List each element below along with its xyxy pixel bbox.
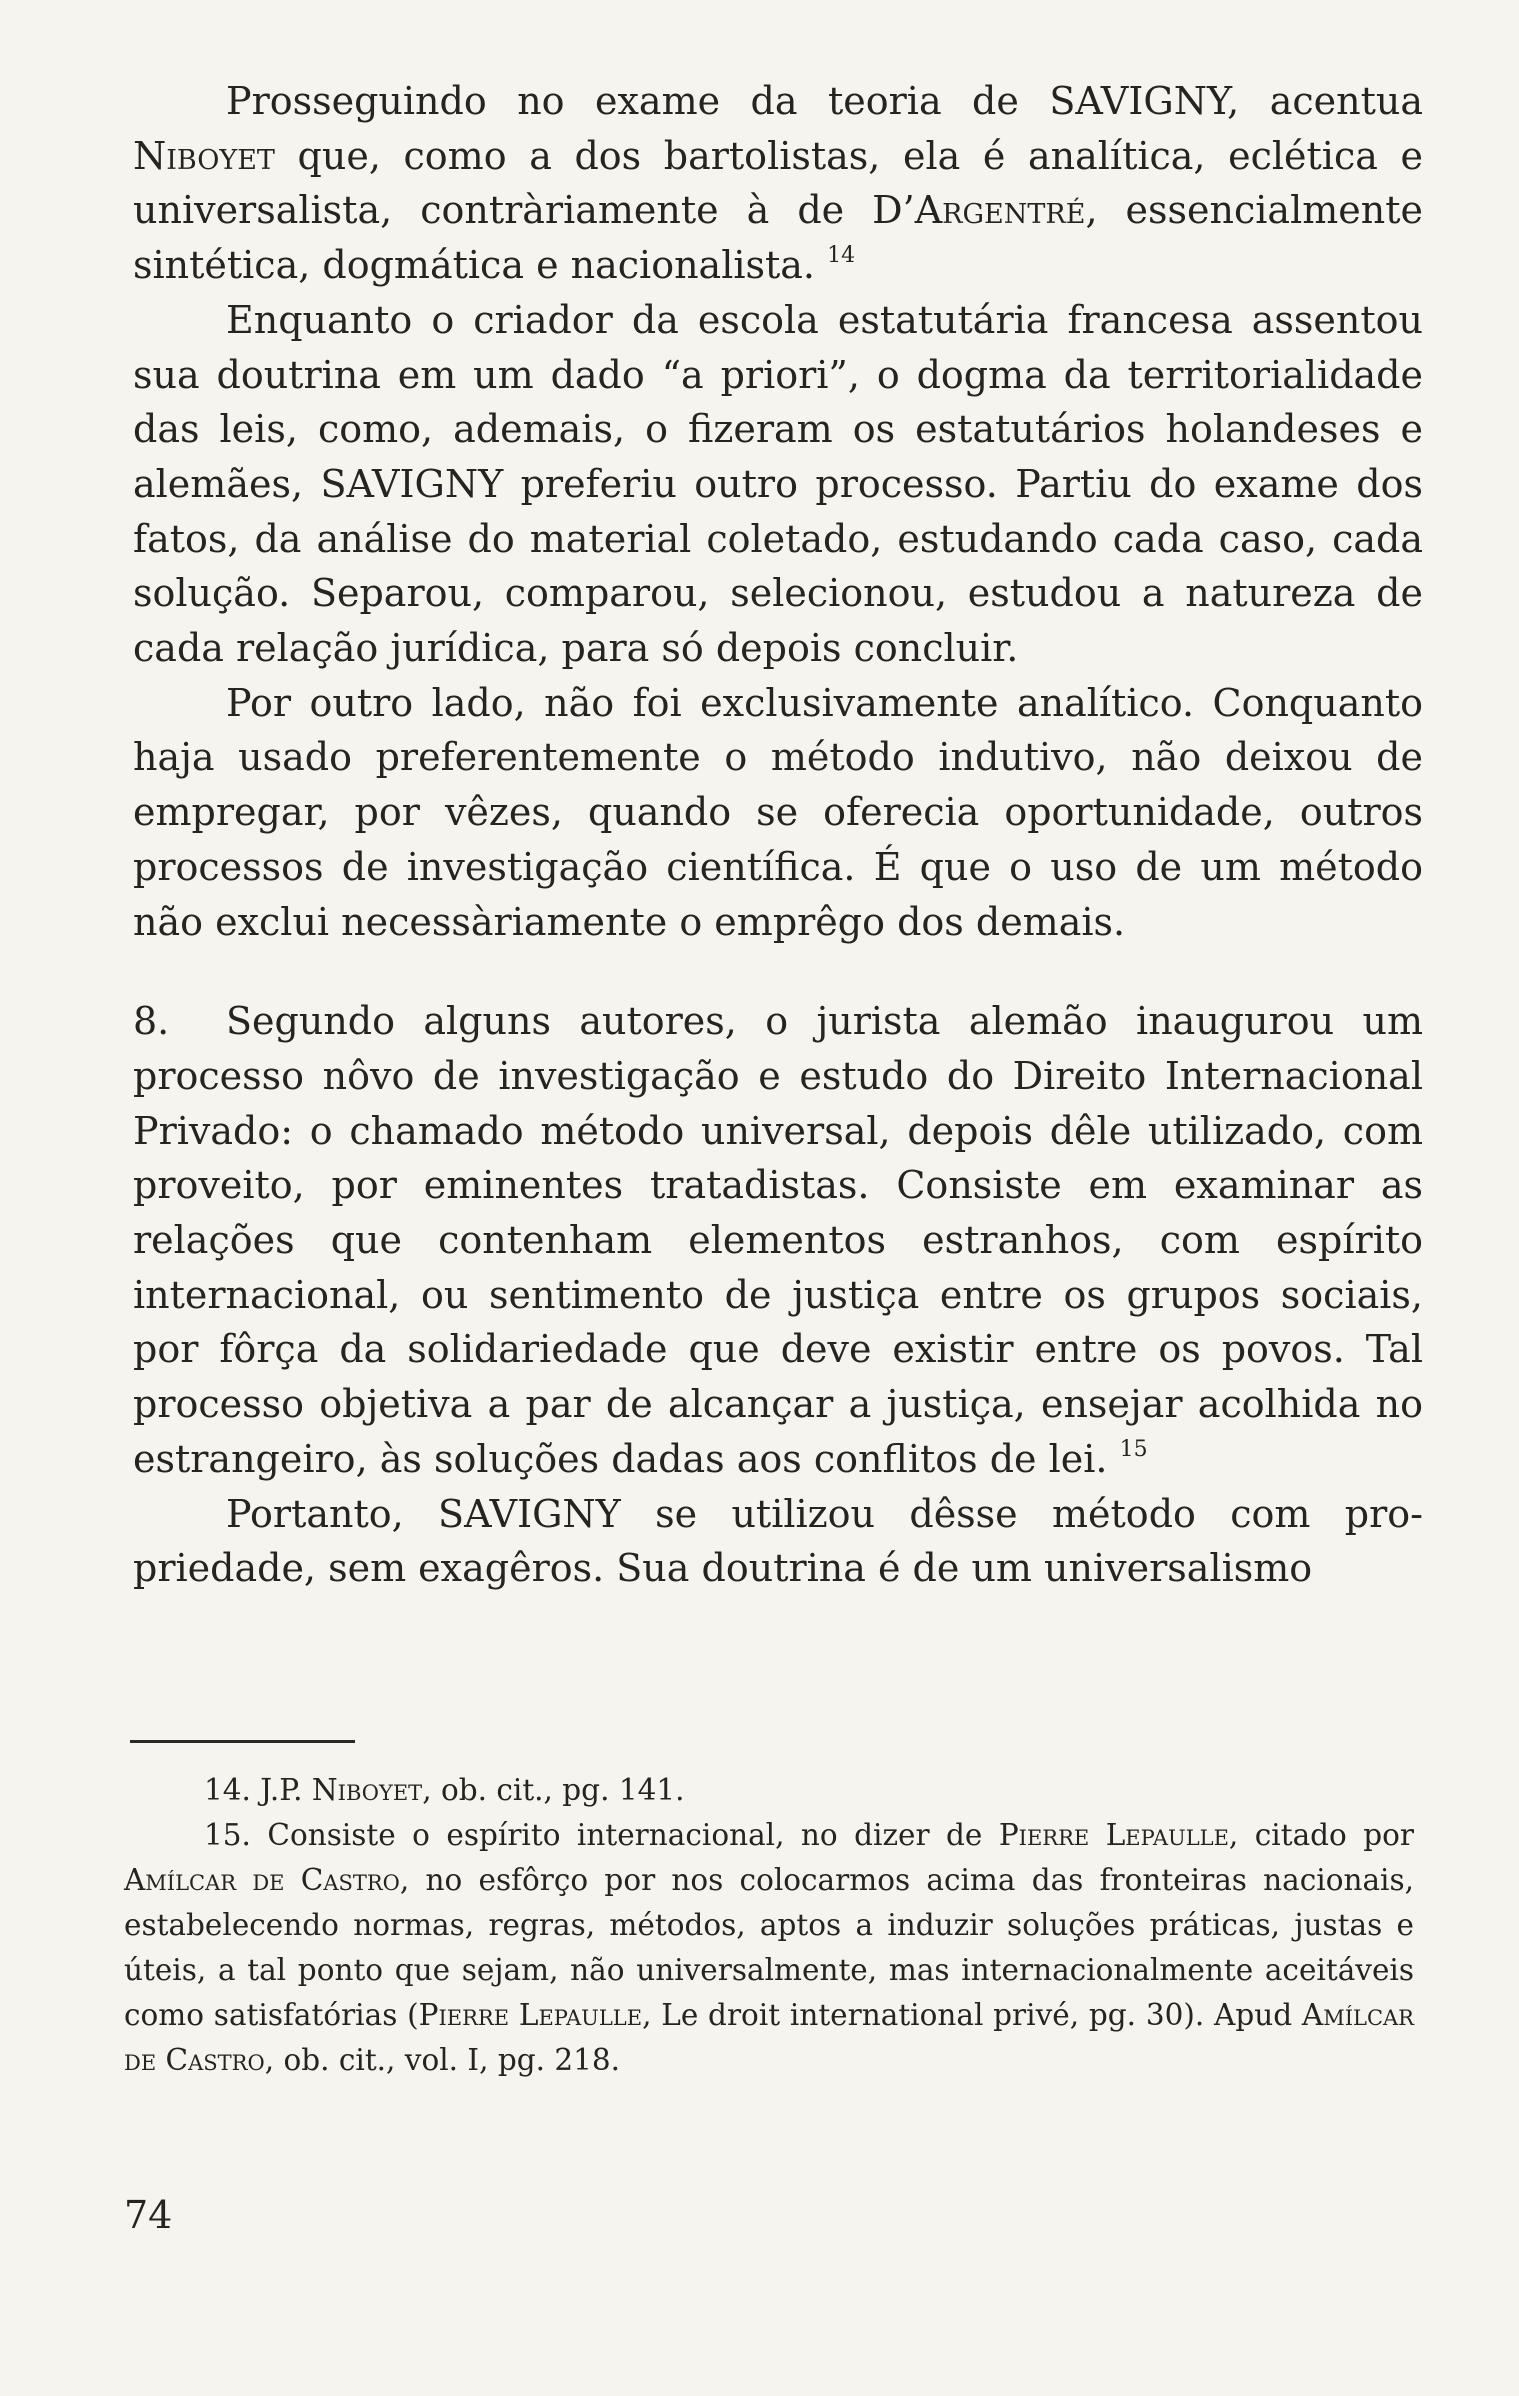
- footnote-14-author: Niboyet: [311, 1773, 423, 1807]
- section-number: 8.: [133, 999, 170, 1044]
- footnote-15-author-lepaulle-2: Pierre Lepaulle: [418, 1998, 643, 2032]
- footnote-15-author-castro-2: Amílcar de Castro: [124, 1998, 1414, 2077]
- paragraph-1-text-c: , essencialmente sintética, dogmática e nacionalista.: [133, 188, 1423, 288]
- paragraph-2: Enquanto o criador da escola estatutária francesa assentou sua doutrina em um dado “a priori”, o dogma da territorialidade das leis, como, ademais, o fizeram os estatutários holandeses e alemães, SAVIGNY preferiu outro processo. Partiu do exame dos fatos, da análise do material coletado, estudando cada caso, cada solução. Separou, comparou, selecionou, estudou a natureza de cada relação jurídica, para só depois concluir.: [133, 297, 1423, 671]
- footnote-15-author-castro: Amílcar de Castro: [124, 1863, 400, 1897]
- footnote-divider: [130, 1740, 355, 1743]
- footnote-ref-14[interactable]: 14: [827, 243, 856, 269]
- footnote-ref-15[interactable]: 15: [1119, 1436, 1148, 1462]
- footnote-15-text-a: 15. Consiste o espírito internacional, no dizer de: [204, 1818, 999, 1852]
- section-8-text: Segundo alguns autores, o jurista alemão inaugurou um processo nôvo de investigação e estudo do Direito Internacional Privado: o chamado método universal, depois dêle utilizado, com proveito, por eminentes tratadistas. Consiste em examinar as relações que contenham elementos estranhos, com espírito internacional, ou sentimento de justiça entre os grupos sociais, por fôrça da solidariedade que deve existir entre os povos. Tal processo objetiva a par de alcançar a justiça, ensejar acolhida no estrangeiro, às soluções dadas aos conflitos de lei.: [133, 999, 1423, 1481]
- footnote-15-text-c: , no esfôrço por nos colocarmos acima das fronteiras nacionais, estabelecendo normas, regras, métodos, aptos a induzir soluções práticas, justas e úteis, a tal ponto que sejam, não universalmente, mas internacionalmente aceitáveis como satisfatórias (: [124, 1863, 1415, 2032]
- page-body: [133, 74, 1423, 1596]
- paragraph-3: Por outro lado, não foi exclusivamente analítico. Conquanto haja usado preferentemente o método indutivo, não deixou de empregar, por vêzes, quando se oferecia oportunidade, outros processos de investigação científica. É que o uso de um método não exclui necessàriamente o emprêgo dos demais.: [133, 680, 1423, 944]
- footnote-14-text-b: , ob. cit., pg. 141.: [422, 1773, 685, 1807]
- paragraph-1-text-a: Prosseguindo no exame da teoria de SAVIGNY, acentua: [226, 79, 1423, 123]
- author-dargentre: D’Argentré: [872, 188, 1086, 233]
- footnote-14-text-a: 14. J.P.: [204, 1773, 312, 1807]
- paragraph-5: Portanto, SAVIGNY se utilizou dêsse método com propriedade, sem exagêros. Sua doutrina é de um universalismo: [133, 1491, 1423, 1591]
- paragraph-section-8: [133, 994, 1423, 1486]
- footnote-14: [124, 1768, 1414, 1813]
- author-niboyet: Niboyet: [133, 133, 275, 178]
- page-number: 74: [124, 2193, 173, 2237]
- footnotes: [124, 1768, 1414, 2083]
- footnote-15-text-e: , ob. cit., vol. I, pg. 218.: [264, 2043, 621, 2077]
- paragraph-1: [133, 74, 1423, 293]
- footnote-15-author-lepaulle: Pierre Lepaulle: [998, 1818, 1229, 1852]
- paragraph-1-text-b: que, como a dos bartolistas, ela é analítica, eclética e universalista, contràriamente à de: [133, 133, 1423, 233]
- section-gap: [133, 949, 1423, 994]
- footnote-15-text-b: , citado por: [1228, 1818, 1414, 1852]
- footnote-15: [124, 1813, 1414, 2083]
- footnote-15-text-d: , Le droit international privé, pg. 30). Apud: [642, 1998, 1302, 2032]
